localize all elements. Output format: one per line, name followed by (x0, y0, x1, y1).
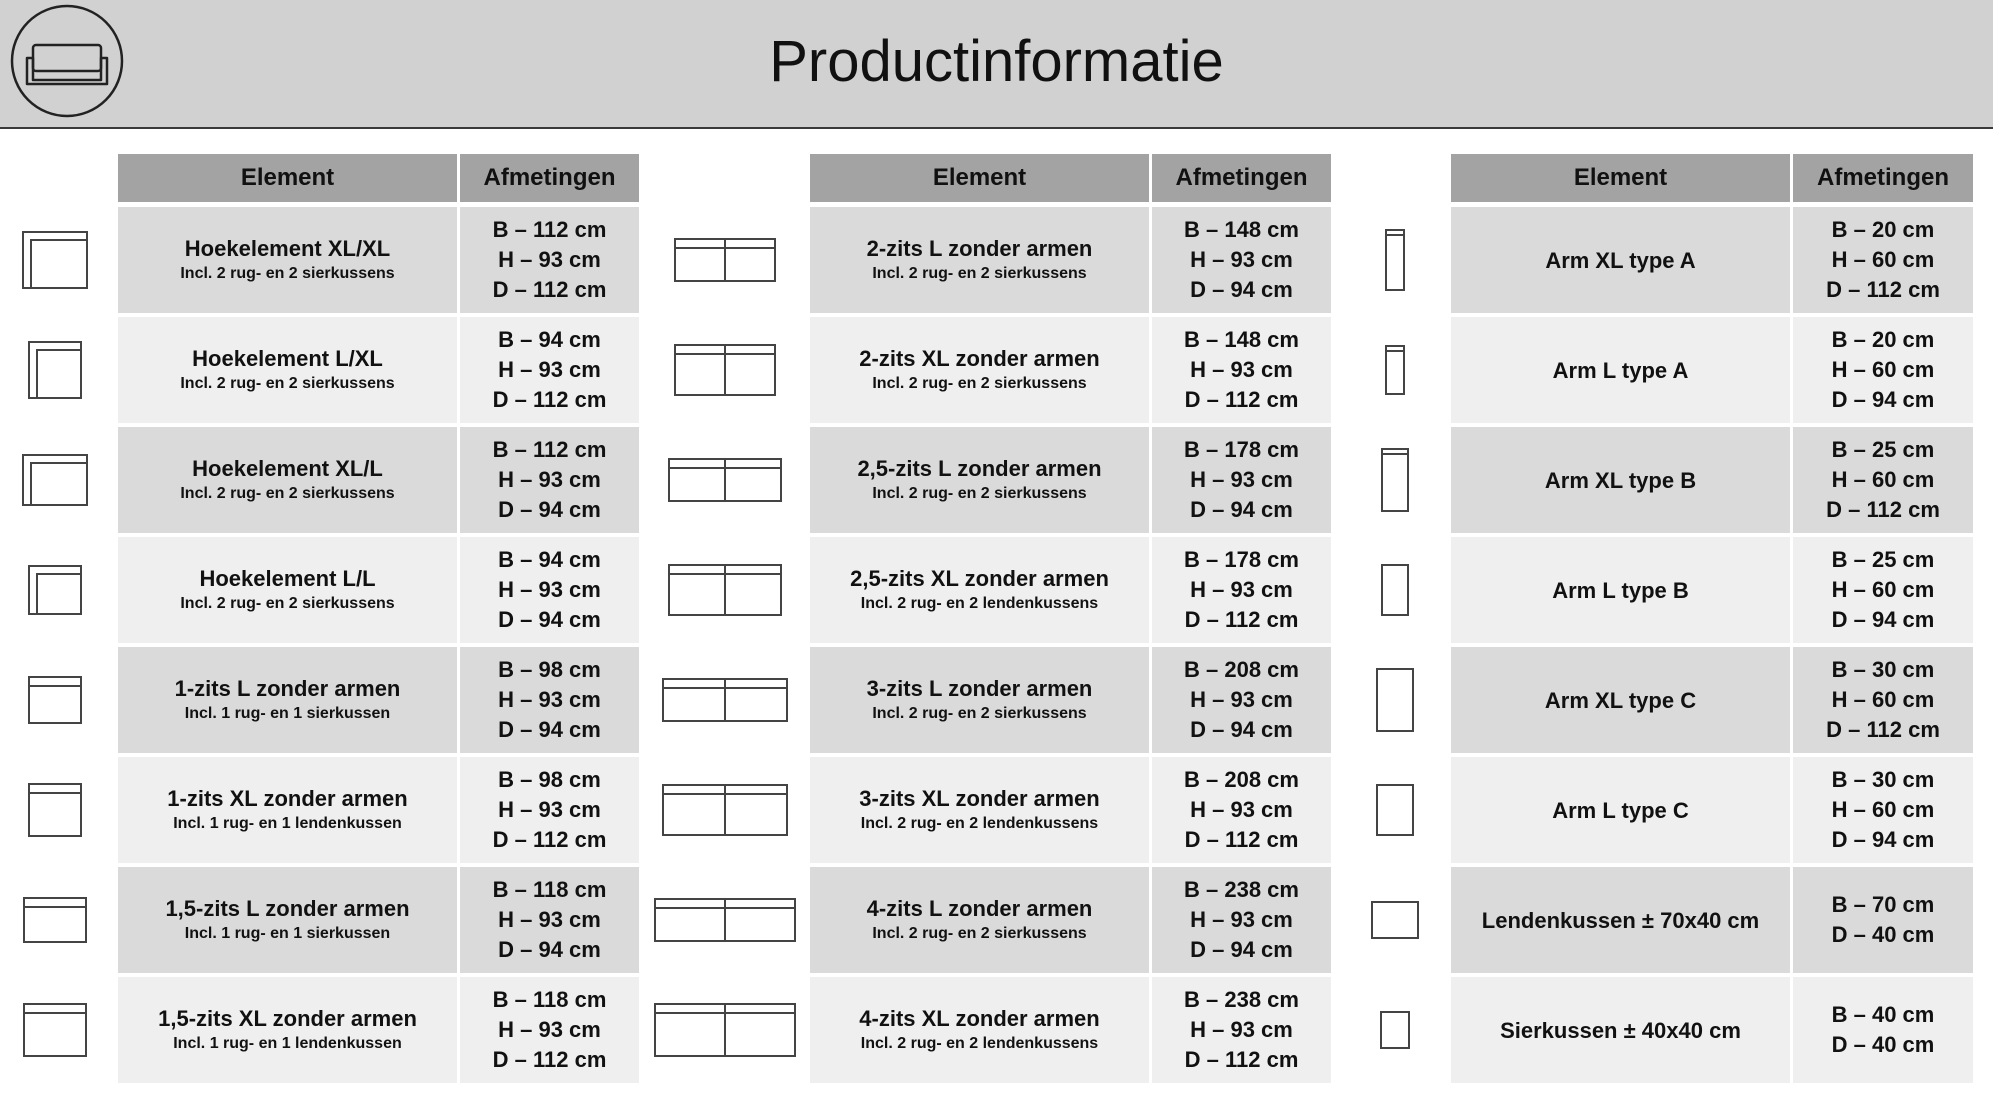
dimension-value: H – 93 cm (1190, 687, 1293, 712)
dimension-value: H – 93 cm (1190, 907, 1293, 932)
table-row (0, 867, 1993, 973)
element-name: Arm XL type C (1544, 687, 1697, 713)
element-name: Arm XL type A (1545, 247, 1696, 273)
dimension-value: D – 94 cm (498, 607, 601, 632)
element-name: 2-zits XL zonder armen (859, 346, 1100, 371)
dimension-value: B – 25 cm (1831, 547, 1935, 572)
dimension-value: H – 93 cm (498, 357, 601, 382)
dimension-value: H – 93 cm (1190, 577, 1293, 602)
column-header-dimensions: Afmetingen (1793, 154, 1973, 202)
dimension-value: H – 93 cm (498, 467, 601, 492)
dimension-value: D – 94 cm (498, 717, 601, 742)
element-cell (1451, 867, 1790, 973)
dimension-value: B – 94 cm (498, 327, 601, 352)
element-diagram (1345, 867, 1445, 973)
element-name: Arm L type C (1552, 797, 1689, 823)
dimension-value: B – 208 cm (1184, 767, 1299, 792)
element-name: Hoekelement XL/L (192, 456, 383, 481)
dimension-value: B – 30 cm (1831, 767, 1935, 792)
armrest-icon (1378, 445, 1412, 515)
dimension-value: D – 112 cm (492, 827, 607, 852)
dimension-value: B – 98 cm (498, 657, 601, 682)
element-includes: Incl. 2 rug- en 2 lendenkussens (860, 815, 1099, 832)
dimension-value: H – 93 cm (1190, 467, 1293, 492)
dimension-value: B – 118 cm (492, 877, 607, 902)
element-name: Arm XL type B (1544, 467, 1697, 493)
dimension-value: B – 112 cm (492, 437, 607, 462)
dimension-value: H – 93 cm (498, 907, 601, 932)
dimension-value: B – 178 cm (1184, 437, 1299, 462)
element-name: 1-zits L zonder armen (174, 676, 401, 701)
table-row (0, 977, 1993, 1083)
armrest-icon (1373, 665, 1417, 735)
element-diagram (1345, 427, 1445, 533)
dimension-value: B – 98 cm (498, 767, 601, 792)
element-name: Arm L type A (1552, 357, 1689, 383)
dimension-value: D – 40 cm (1831, 922, 1935, 947)
dimension-value: B – 238 cm (1184, 877, 1299, 902)
dimension-value: D – 112 cm (1826, 717, 1940, 742)
dimensions-cell (1793, 647, 1973, 753)
dimension-value: H – 93 cm (1190, 247, 1293, 272)
dimension-value: B – 178 cm (1184, 547, 1299, 572)
element-diagram (1345, 647, 1445, 753)
dimensions-cell (1793, 427, 1973, 533)
dimensions-cell (1793, 977, 1973, 1083)
dimension-value: B – 148 cm (1184, 327, 1299, 352)
dimension-value: D – 94 cm (1190, 717, 1293, 742)
dimension-value: D – 94 cm (1831, 387, 1935, 412)
dimension-value: H – 60 cm (1831, 467, 1935, 492)
column-header-element: Element (118, 154, 457, 202)
element-includes: Incl. 2 rug- en 2 lendenkussens (860, 1035, 1099, 1052)
table-row (0, 757, 1993, 863)
armrest-icon (1373, 781, 1417, 839)
dimension-value: H – 93 cm (498, 577, 601, 602)
dimension-value: B – 112 cm (492, 217, 607, 242)
element-name: 4-zits XL zonder armen (859, 1006, 1100, 1031)
element-cell (1451, 317, 1790, 423)
lumbar-cushion-icon (1368, 898, 1422, 942)
dimension-value: H – 60 cm (1831, 577, 1935, 602)
dimension-value: B – 118 cm (492, 987, 607, 1012)
element-includes: Incl. 2 rug- en 2 sierkussens (180, 375, 395, 392)
dimension-value: H – 93 cm (498, 247, 601, 272)
dimension-value: H – 60 cm (1831, 797, 1935, 822)
element-name: Sierkussen ± 40x40 cm (1500, 1017, 1741, 1043)
dimension-value: D – 94 cm (498, 937, 601, 962)
element-name: 4-zits L zonder armen (866, 896, 1093, 921)
element-includes: Incl. 1 rug- en 1 sierkussen (184, 705, 391, 722)
dimensions-cell (1793, 757, 1973, 863)
table-row (0, 647, 1993, 753)
dimension-value: D – 112 cm (492, 1047, 607, 1072)
element-includes: Incl. 2 rug- en 2 sierkussens (872, 375, 1087, 392)
element-includes: Incl. 2 rug- en 2 sierkussens (180, 485, 395, 502)
dimension-value: D – 94 cm (1831, 607, 1935, 632)
dimensions-cell (1793, 867, 1973, 973)
dimension-value: D – 94 cm (1190, 497, 1293, 522)
element-cell (1451, 537, 1790, 643)
dimension-value: B – 30 cm (1831, 657, 1935, 682)
dimension-value: B – 238 cm (1184, 987, 1299, 1012)
dimension-value: H – 60 cm (1831, 357, 1935, 382)
dimension-value: D – 94 cm (1190, 937, 1293, 962)
column-header-element: Element (1451, 154, 1790, 202)
table-row (0, 537, 1993, 643)
element-includes: Incl. 2 rug- en 2 sierkussens (872, 925, 1087, 942)
armrest-icon (1378, 561, 1412, 619)
element-includes: Incl. 1 rug- en 1 lendenkussen (173, 815, 402, 832)
dimension-value: B – 94 cm (498, 547, 601, 572)
element-cell (1451, 427, 1790, 533)
dimension-value: D – 112 cm (1826, 497, 1940, 522)
element-name: Hoekelement XL/XL (184, 236, 391, 261)
dimension-value: B – 70 cm (1831, 892, 1935, 917)
dimension-value: H – 60 cm (1831, 247, 1935, 272)
element-name: 1,5-zits XL zonder armen (158, 1006, 417, 1031)
element-name: Hoekelement L/XL (192, 346, 383, 371)
dimensions-cell (1793, 317, 1973, 423)
table-row (0, 207, 1993, 313)
table-row (0, 427, 1993, 533)
dimension-value: H – 60 cm (1831, 687, 1935, 712)
element-name: Lendenkussen ± 70x40 cm (1481, 907, 1760, 933)
element-diagram (1345, 317, 1445, 423)
dimension-value: B – 208 cm (1184, 657, 1299, 682)
dimension-value: D – 94 cm (498, 497, 601, 522)
element-cell (1451, 207, 1790, 313)
element-includes: Incl. 2 rug- en 2 sierkussens (180, 265, 395, 282)
element-name: Hoekelement L/L (199, 566, 376, 591)
product-table (0, 154, 1993, 1084)
element-diagram (1345, 757, 1445, 863)
element-includes: Incl. 2 rug- en 2 sierkussens (180, 595, 395, 612)
dimension-value: B – 25 cm (1831, 437, 1935, 462)
element-name: 1,5-zits L zonder armen (165, 896, 410, 921)
dimension-value: H – 93 cm (498, 687, 601, 712)
element-name: 3-zits L zonder armen (866, 676, 1093, 701)
table-column (0, 154, 1993, 1084)
element-cell (1451, 977, 1790, 1083)
element-includes: Incl. 1 rug- en 1 sierkussen (184, 925, 391, 942)
element-name: 1-zits XL zonder armen (167, 786, 408, 811)
dimension-value: D – 94 cm (1831, 827, 1935, 852)
column-header-dimensions: Afmetingen (460, 154, 639, 202)
dimension-value: H – 93 cm (498, 1017, 601, 1042)
element-diagram (1345, 537, 1445, 643)
element-diagram (1345, 207, 1445, 313)
element-name: 3-zits XL zonder armen (859, 786, 1100, 811)
armrest-icon (1382, 342, 1408, 398)
dimension-value: D – 112 cm (1184, 607, 1299, 632)
dimension-value: H – 93 cm (1190, 1017, 1293, 1042)
dimensions-cell (1793, 207, 1973, 313)
dimension-value: D – 40 cm (1831, 1032, 1935, 1057)
dimension-value: D – 112 cm (1184, 387, 1299, 412)
dimension-value: B – 148 cm (1184, 217, 1299, 242)
dimension-value: H – 93 cm (1190, 797, 1293, 822)
element-name: 2,5-zits XL zonder armen (850, 566, 1109, 591)
dimension-value: B – 20 cm (1831, 217, 1935, 242)
element-includes: Incl. 2 rug- en 2 sierkussens (872, 705, 1087, 722)
element-includes: Incl. 1 rug- en 1 lendenkussen (173, 1035, 402, 1052)
element-includes: Incl. 2 rug- en 2 lendenkussens (860, 595, 1099, 612)
dimension-value: H – 93 cm (498, 797, 601, 822)
dimension-value: D – 112 cm (1184, 1047, 1299, 1072)
table-row (0, 317, 1993, 423)
element-cell (1451, 647, 1790, 753)
dimension-value: D – 112 cm (1184, 827, 1299, 852)
dimension-value: H – 93 cm (1190, 357, 1293, 382)
page-header (0, 0, 1993, 129)
decorative-cushion-icon (1377, 1008, 1413, 1052)
element-includes: Incl. 2 rug- en 2 sierkussens (872, 265, 1087, 282)
dimension-value: D – 112 cm (1826, 277, 1940, 302)
dimension-value: B – 40 cm (1831, 1002, 1935, 1027)
element-includes: Incl. 2 rug- en 2 sierkussens (872, 485, 1087, 502)
element-name: 2-zits L zonder armen (866, 236, 1093, 261)
dimension-value: D – 94 cm (1190, 277, 1293, 302)
column-header-dimensions: Afmetingen (1152, 154, 1331, 202)
page-title: Productinformatie (769, 29, 1224, 94)
dimension-value: D – 112 cm (492, 387, 607, 412)
element-diagram (1345, 977, 1445, 1083)
dimension-value: D – 112 cm (492, 277, 607, 302)
dimension-value: B – 20 cm (1831, 327, 1935, 352)
dimensions-cell (1793, 537, 1973, 643)
element-name: Arm L type B (1552, 577, 1689, 603)
column-header-element: Element (810, 154, 1149, 202)
armrest-icon (1382, 226, 1408, 294)
element-cell (1451, 757, 1790, 863)
element-name: 2,5-zits L zonder armen (857, 456, 1102, 481)
